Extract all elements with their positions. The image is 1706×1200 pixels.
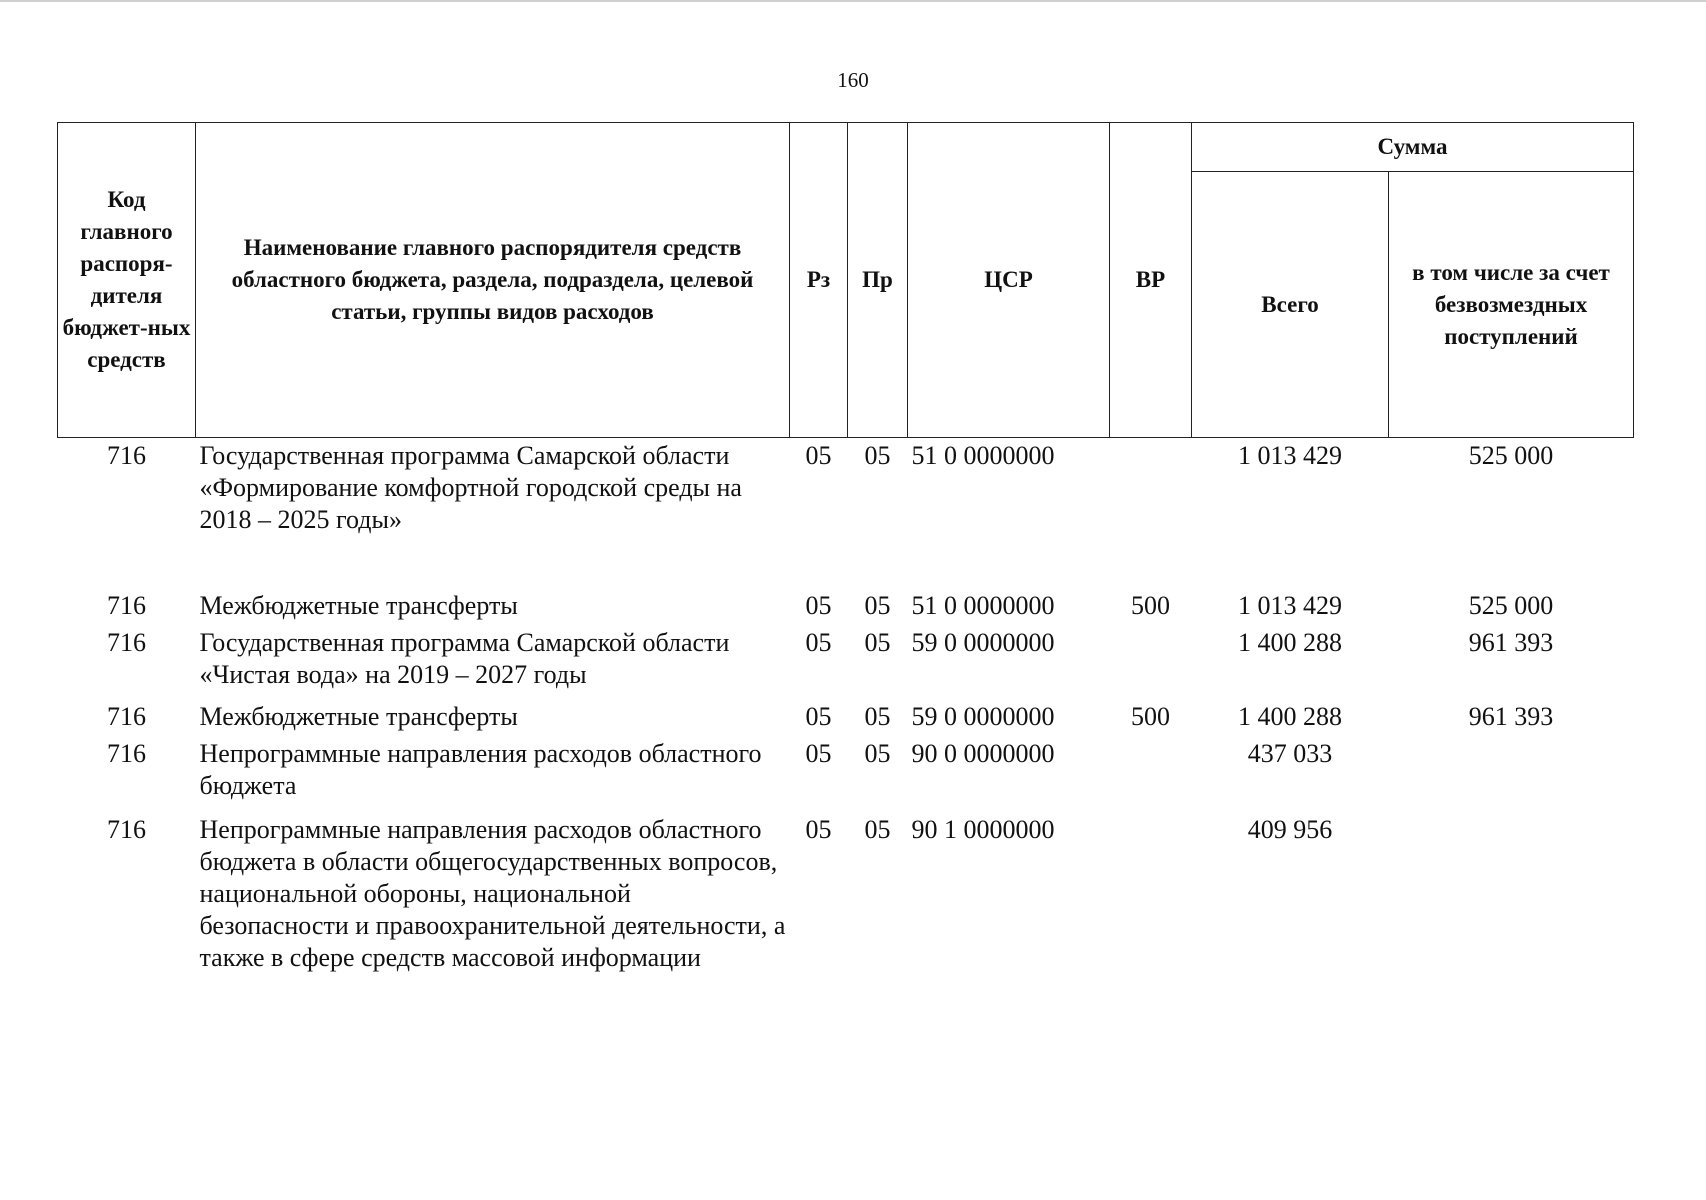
header-free-receipts: в том числе за счет безвозмездных поступлений <box>1389 172 1634 438</box>
header-total: Всего <box>1192 172 1389 438</box>
cell-name: Государственная программа Самарской области «Формирование комфортной городской среды на 2018 – 2025 годы» <box>199 441 742 534</box>
cell-csr: 90 0 0000000 <box>911 739 1055 768</box>
cell-name: Межбюджетные трансферты <box>199 591 518 620</box>
cell-total: 1 400 288 <box>1238 628 1342 657</box>
table-row <box>58 738 1634 814</box>
cell-code: 716 <box>107 739 146 768</box>
cell-name: Непрограммные направления расходов областного бюджета в области общегосударственных вопросов, национальной обороны, национальной безопасности и правоохранительной деятельности, а также в сфере средств массовой информации <box>199 815 786 972</box>
cell-csr: 90 1 0000000 <box>911 815 1055 844</box>
top-border-line <box>0 0 1706 2</box>
cell-rz: 05 <box>805 628 832 657</box>
cell-free-receipts <box>1389 814 1634 974</box>
cell-vr: 500 <box>1131 702 1170 731</box>
cell-pr: 05 <box>864 441 891 470</box>
cell-total: 1 400 288 <box>1238 702 1342 731</box>
budget-table <box>57 122 1634 974</box>
cell-vr <box>1110 738 1192 814</box>
cell-vr <box>1110 814 1192 974</box>
header-code: Код главного распоря-дителя бюджет-ных средств <box>58 123 196 438</box>
page-number: 160 <box>837 68 869 92</box>
cell-free-receipts: 961 393 <box>1468 702 1554 731</box>
cell-rz: 05 <box>805 815 832 844</box>
table-row <box>58 701 1634 738</box>
cell-total: 409 956 <box>1247 815 1333 844</box>
table-row <box>58 590 1634 627</box>
cell-pr: 05 <box>864 739 891 768</box>
table-row <box>58 438 1634 591</box>
cell-csr: 51 0 0000000 <box>911 591 1055 620</box>
cell-total: 1 013 429 <box>1238 441 1342 470</box>
cell-pr: 05 <box>864 702 891 731</box>
cell-free-receipts: 525 000 <box>1468 591 1554 620</box>
cell-free-receipts <box>1389 738 1634 814</box>
cell-code: 716 <box>107 815 146 844</box>
cell-code: 716 <box>107 628 146 657</box>
cell-pr: 05 <box>864 628 891 657</box>
cell-vr <box>1110 438 1192 591</box>
cell-free-receipts: 525 000 <box>1468 441 1554 470</box>
table-header <box>58 123 1634 438</box>
cell-name: Межбюджетные трансферты <box>199 702 518 731</box>
cell-vr <box>1110 627 1192 701</box>
table-row <box>58 814 1634 974</box>
cell-pr: 05 <box>864 815 891 844</box>
header-sum: Сумма <box>1192 123 1634 172</box>
header-rz: Рз <box>790 123 848 438</box>
cell-vr: 500 <box>1131 591 1170 620</box>
table-body <box>58 438 1634 975</box>
cell-rz: 05 <box>805 441 832 470</box>
cell-csr: 59 0 0000000 <box>911 628 1055 657</box>
cell-pr: 05 <box>864 591 891 620</box>
cell-code: 716 <box>107 702 146 731</box>
cell-code: 716 <box>107 591 146 620</box>
table-row <box>58 627 1634 701</box>
cell-code: 716 <box>107 441 146 470</box>
cell-csr: 59 0 0000000 <box>911 702 1055 731</box>
cell-rz: 05 <box>805 591 832 620</box>
header-name: Наименование главного распорядителя средств областного бюджета, раздела, подраздела, целевой статьи, группы видов расходов <box>196 123 790 438</box>
cell-rz: 05 <box>805 702 832 731</box>
cell-total: 437 033 <box>1247 739 1333 768</box>
cell-total: 1 013 429 <box>1238 591 1342 620</box>
cell-free-receipts: 961 393 <box>1468 628 1554 657</box>
cell-name: Непрограммные направления расходов областного бюджета <box>199 739 762 800</box>
header-pr: Пр <box>848 123 908 438</box>
header-csr: ЦСР <box>908 123 1110 438</box>
cell-rz: 05 <box>805 739 832 768</box>
cell-name: Государственная программа Самарской области «Чистая вода» на 2019 – 2027 годы <box>199 628 730 689</box>
header-vr: ВР <box>1110 123 1192 438</box>
cell-csr: 51 0 0000000 <box>911 441 1055 470</box>
